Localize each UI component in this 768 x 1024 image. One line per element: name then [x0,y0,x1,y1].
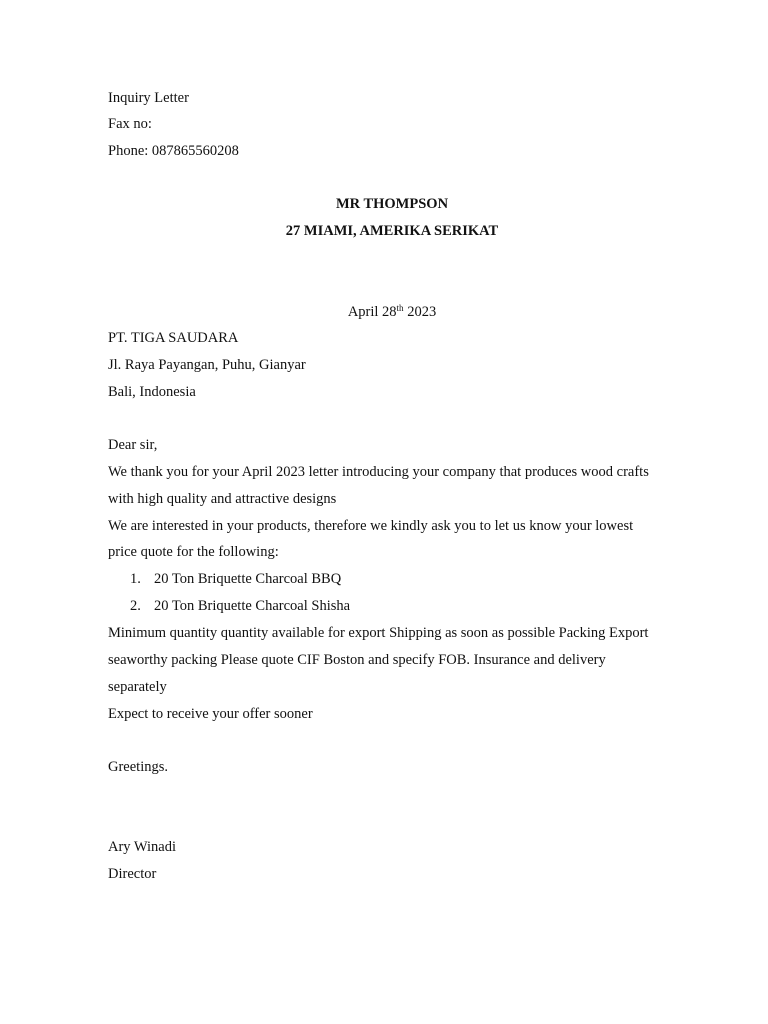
paragraph-2-line-1: We are interested in your products, therefore we kindly ask you to let us know your lowest [108,518,634,534]
recipient-address: 27 MIAMI, AMERIKA SERIKAT [285,223,499,239]
signatory-title: Director [108,866,157,882]
list-item: 20 Ton Briquette Charcoal BBQ [154,571,342,587]
signatory-name: Ary Winadi [108,839,177,855]
paragraph-1-line-2: with high quality and attractive designs [108,491,337,507]
date-ordinal-suffix: th [396,303,404,313]
list-item-number: 1. [130,571,141,587]
recipient-name: MR THOMPSON [335,196,449,212]
letter-type-heading: Inquiry Letter [108,90,189,106]
paragraph-3-line-3: separately [108,679,167,695]
salutation: Dear sir, [108,437,158,453]
paragraph-3-line-1: Minimum quantity quantity available for export Shipping as soon as possible Packing Export [108,625,649,641]
fax-number: Fax no: [108,116,152,132]
date-year: 2023 [403,304,437,320]
sender-region: Bali, Indonesia [108,384,196,400]
paragraph-1-line-1: We thank you for your April 2023 letter introducing your company that produces wood crafts [108,464,649,480]
paragraph-3-line-2: seaworthy packing Please quote CIF Boston and specify FOB. Insurance and delivery [108,652,606,668]
closing-line: Expect to receive your offer sooner [108,706,313,722]
sender-company: PT. TIGA SAUDARA [108,330,239,346]
phone-number: Phone: 087865560208 [108,143,239,159]
paragraph-2-line-2: price quote for the following: [108,544,279,560]
list-item: 20 Ton Briquette Charcoal Shisha [154,598,351,614]
greeting: Greetings. [108,759,168,775]
date-month-day: April 28 [347,304,397,320]
letter-date [0,303,768,321]
sender-street: Jl. Raya Payangan, Puhu, Gianyar [108,357,306,373]
list-item-number: 2. [130,598,141,614]
